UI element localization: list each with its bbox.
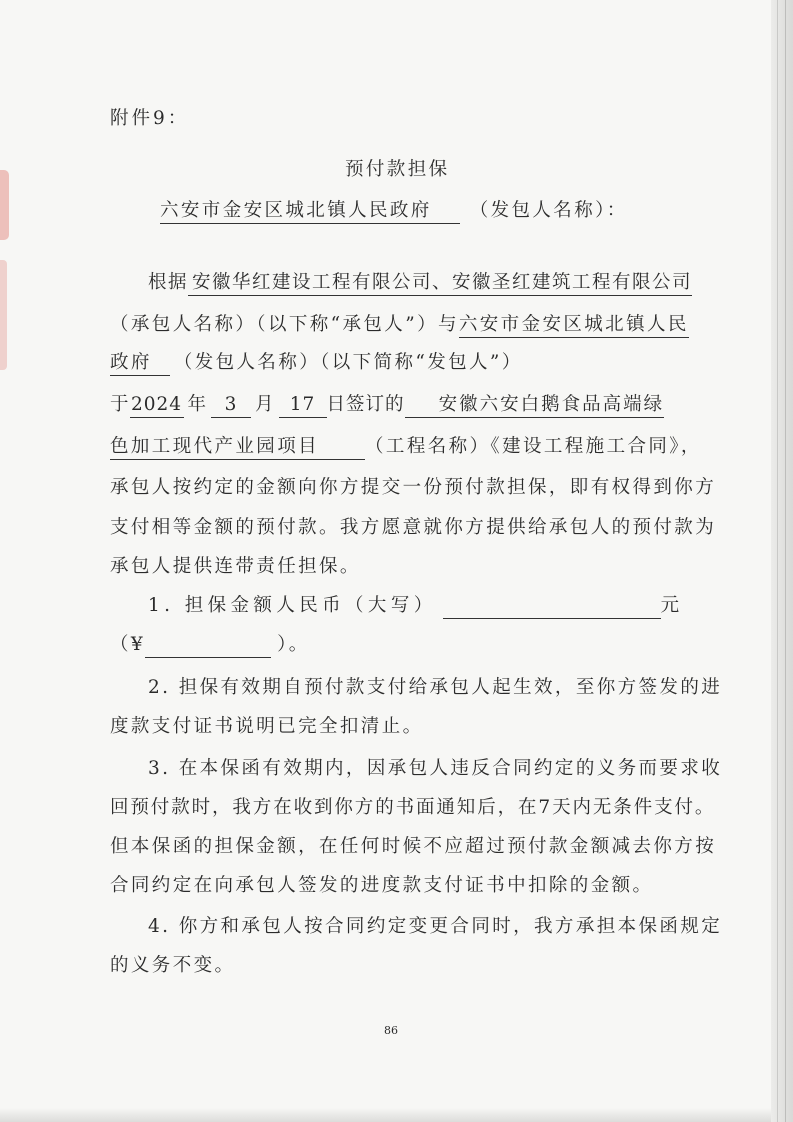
para1-text: 于 xyxy=(110,394,130,415)
page-number: 86 xyxy=(384,1024,398,1037)
addressee-line xyxy=(160,198,628,224)
item3-line1: 3. 在本保函有效期内，因承包人违反合同约定的义务而要求收 xyxy=(148,758,723,779)
para1-line2 xyxy=(110,312,689,338)
sign-month: 3 xyxy=(211,393,251,418)
item2-line2: 度款支付证书说明已完全扣清止。 xyxy=(110,716,424,737)
para1-text: （承包人名称）（以下称“承包人”）与 xyxy=(110,314,459,335)
item1-text: 1. 担保金额人民币（大写） xyxy=(148,595,437,616)
item1-line2 xyxy=(110,632,310,658)
para1-line7: 支付相等金额的预付款。我方愿意就你方提供给承包人的预付款为 xyxy=(110,517,717,538)
document-title: 预付款担保 xyxy=(345,159,450,180)
para1-text: 月 xyxy=(255,394,275,415)
item4-line1: 4. 你方和承包人按合同约定变更合同时，我方承担本保函规定 xyxy=(148,916,723,937)
para1-text: 日签订的 xyxy=(326,394,405,415)
para1-line3 xyxy=(110,350,523,376)
para1-line1 xyxy=(148,270,692,296)
amount-figures-blank xyxy=(145,635,271,658)
item3-line3: 但本保函的担保金额，在任何时候不应超过预付款金额减去你方按 xyxy=(110,836,717,857)
stamp-fragment xyxy=(0,170,9,240)
para1-line6: 承包人按约定的金额向你方提交一份预付款担保，即有权得到你方 xyxy=(110,477,717,498)
binding-edge xyxy=(771,0,793,1122)
item1-text: ）。 xyxy=(277,634,310,655)
contractor-name: 安徽华红建设工程有限公司、安徽圣红建筑工程有限公司 xyxy=(188,271,692,296)
stamp-fragment xyxy=(0,260,7,370)
project-name-part1: 安徽六安白鹅食品高端绿 xyxy=(405,393,665,418)
bottom-shadow xyxy=(0,1108,771,1122)
item4-line2: 的义务不变。 xyxy=(110,955,236,976)
attachment-label: 附件9： xyxy=(110,108,190,129)
item1-unit: 元 xyxy=(660,595,684,616)
employer-name-part2: 政府 xyxy=(110,351,170,376)
item1-line1 xyxy=(148,593,684,619)
project-name-part2: 色加工现代产业园项目 xyxy=(110,435,365,460)
para1-text: （发包人名称）（以下简称“发包人”） xyxy=(173,352,523,373)
para1-text: 年 xyxy=(187,394,208,415)
para1-line8: 承包人提供连带责任担保。 xyxy=(110,556,361,577)
item2-line1: 2. 担保有效期自预付款支付给承包人起生效，至你方签发的进 xyxy=(148,677,723,698)
para1-text: （工程名称）《建设工程施工合同》， xyxy=(365,436,702,457)
item3-line4: 合同约定在向承包人签发的进度款支付证书中扣除的金额。 xyxy=(110,875,654,896)
amount-words-blank xyxy=(443,596,661,619)
sign-year: 2024 xyxy=(130,393,184,418)
para1-line5 xyxy=(110,434,702,460)
item1-text: （¥ xyxy=(110,634,146,655)
para1-line4 xyxy=(110,392,664,418)
sign-day: 17 xyxy=(279,393,327,418)
addressee-suffix: （发包人名称）： xyxy=(469,200,628,221)
addressee-name: 六安市金安区城北镇人民政府 xyxy=(160,199,460,224)
item3-line2: 回预付款时，我方在收到你方的书面通知后，在7天内无条件支付。 xyxy=(110,797,716,818)
left-edge-stamp-marks xyxy=(0,160,10,420)
para1-lead: 根据 xyxy=(148,272,189,293)
employer-name-part1: 六安市金安区城北镇人民 xyxy=(459,313,689,338)
